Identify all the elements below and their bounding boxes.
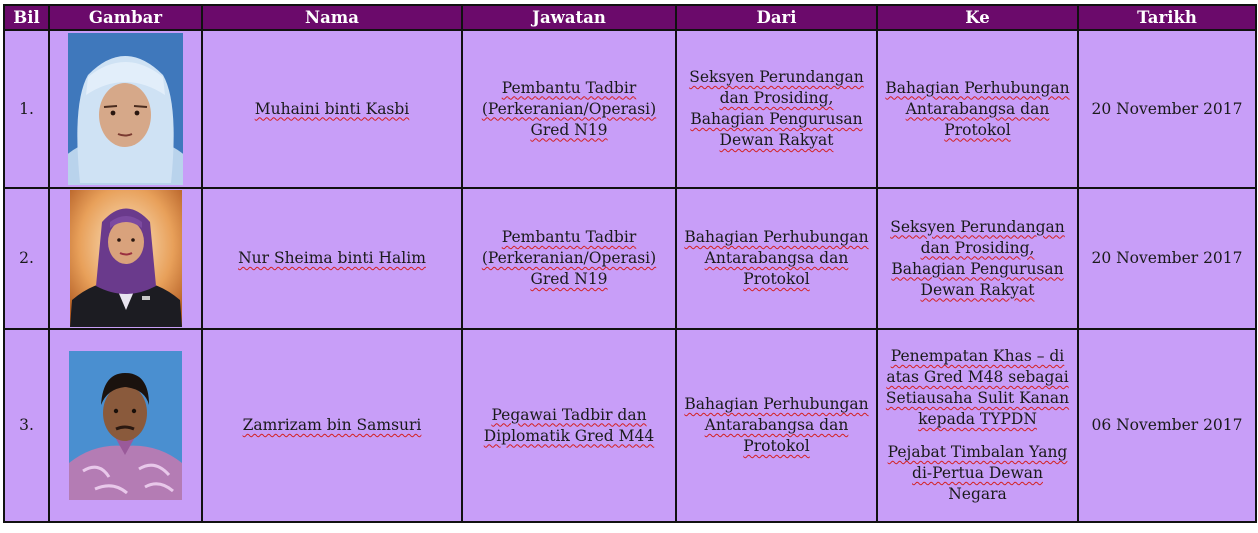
cell-jawatan: Pembantu Tadbir (Perkeranian/Operasi) Gred N19 [462,30,676,188]
cell-gambar [49,188,202,329]
header-gambar: Gambar [49,5,202,30]
cell-gambar [49,30,202,188]
staff-transfer-table [3,4,1257,523]
cell-dari: Bahagian Perhubungan Antarabangsa dan Protokol [676,188,877,329]
cell-bil: 3. [4,329,49,522]
table-row [4,329,1256,522]
header-ke: Ke [877,5,1078,30]
cell-dari: Seksyen Perundangan dan Prosiding, Bahagian Pengurusan Dewan Rakyat [676,30,877,188]
cell-jawatan: Pembantu Tadbir (Perkeranian/Operasi) Gred N19 [462,188,676,329]
header-jawatan: Jawatan [462,5,676,30]
cell-tarikh: 20 November 2017 [1078,30,1256,188]
table-row [4,188,1256,329]
cell-nama: Muhaini binti Kasbi [202,30,462,188]
header-nama: Nama [202,5,462,30]
header-row [4,5,1256,30]
cell-bil: 1. [4,30,49,188]
cell-gambar [49,329,202,522]
staff-photo [70,190,182,327]
staff-photo [69,351,182,500]
cell-dari: Bahagian Perhubungan Antarabangsa dan Protokol [676,329,877,522]
table-row [4,30,1256,188]
header-dari: Dari [676,5,877,30]
staff-photo [68,33,183,185]
cell-nama: Zamrizam bin Samsuri [202,329,462,522]
cell-bil: 2. [4,188,49,329]
cell-tarikh: 06 November 2017 [1078,329,1256,522]
header-bil: Bil [4,5,49,30]
cell-nama: Nur Sheima binti Halim [202,188,462,329]
header-tarikh: Tarikh [1078,5,1256,30]
cell-ke: Penempatan Khas – di atas Gred M48 sebagai Setiausaha Sulit Kanan kepada TYPDN Pejabat Timbalan Yang di-Pertua Dewan Negara [877,329,1078,522]
cell-ke: Bahagian Perhubungan Antarabangsa dan Protokol [877,30,1078,188]
cell-tarikh: 20 November 2017 [1078,188,1256,329]
cell-jawatan: Pegawai Tadbir dan Diplomatik Gred M44 [462,329,676,522]
cell-ke: Seksyen Perundangan dan Prosiding, Bahagian Pengurusan Dewan Rakyat [877,188,1078,329]
